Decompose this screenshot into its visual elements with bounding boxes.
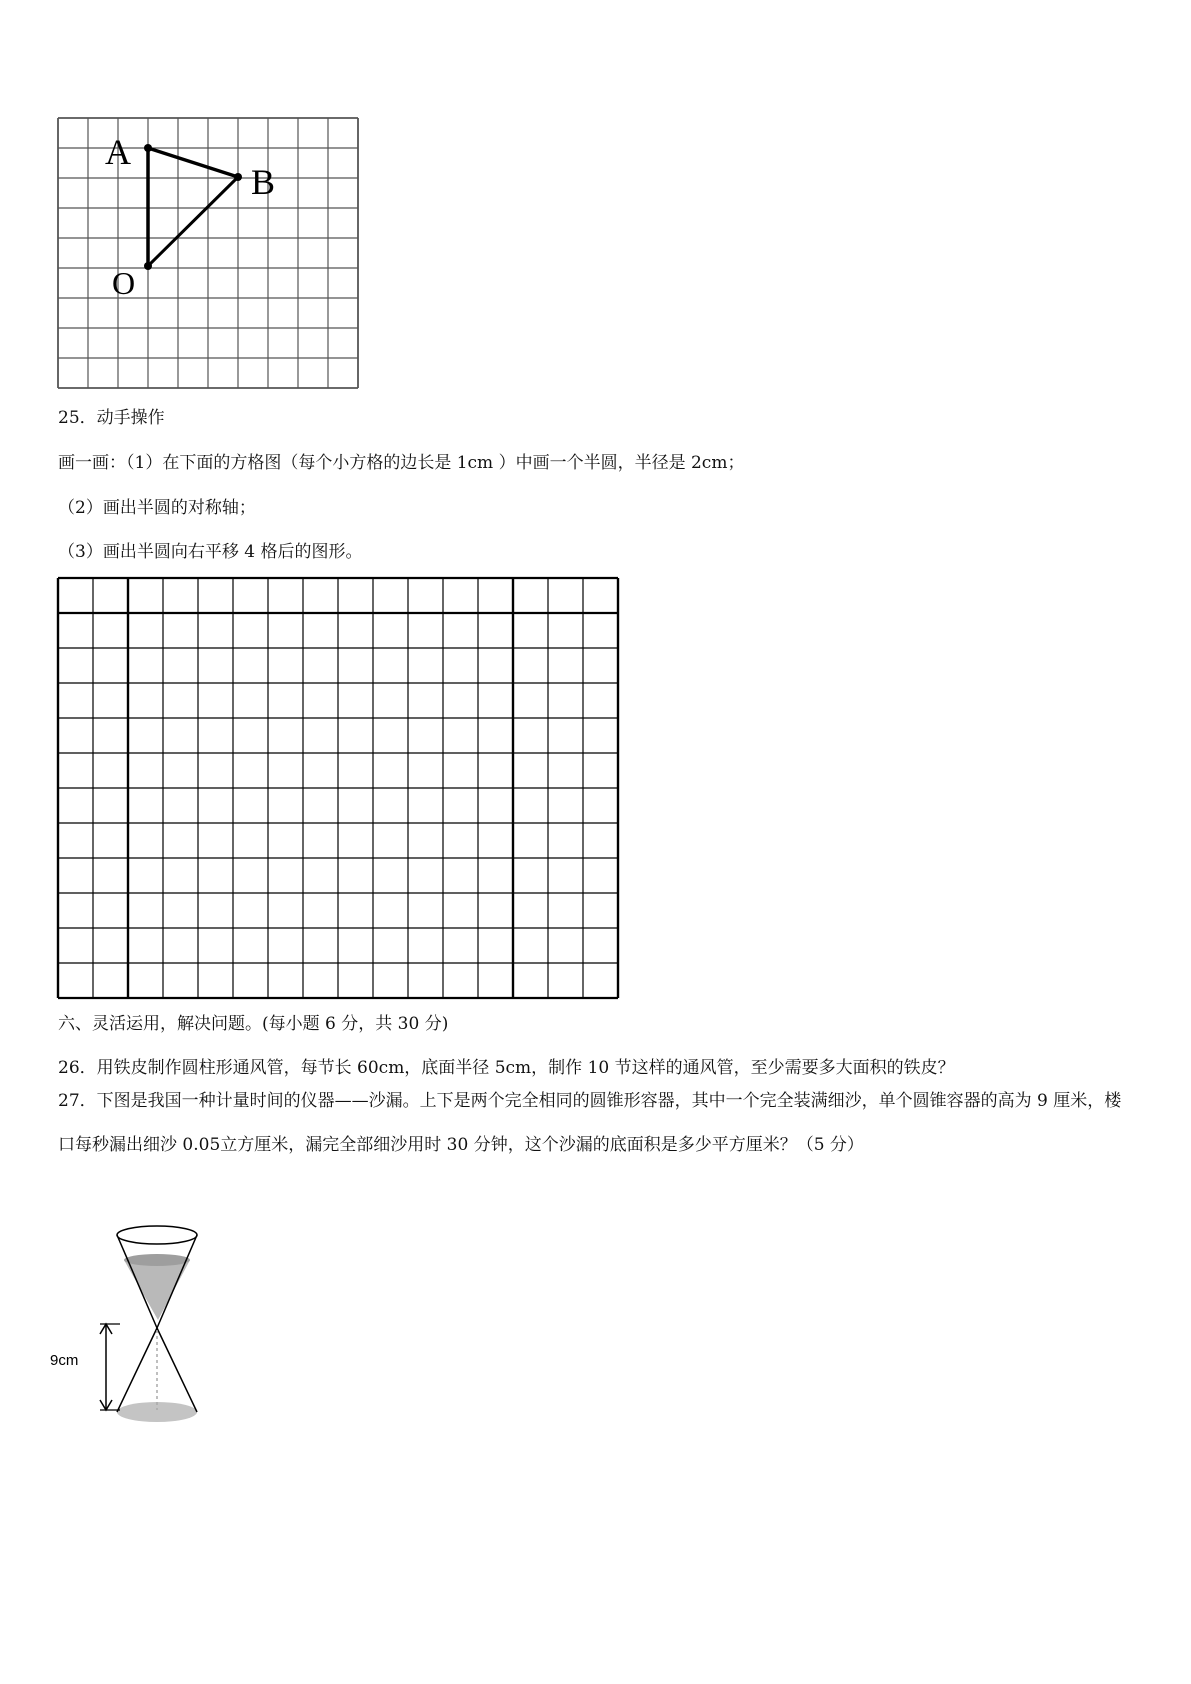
square-grid xyxy=(52,572,632,1012)
segment-ab xyxy=(148,148,238,177)
point-b xyxy=(234,173,242,181)
triangle-grid-figure xyxy=(50,110,370,390)
q25-title: 25．动手操作 xyxy=(58,408,165,428)
label-b: B xyxy=(251,162,276,202)
sand-surface xyxy=(124,1254,190,1266)
top-sand xyxy=(124,1260,190,1320)
point-o xyxy=(144,262,152,270)
q25-line2: （2）画出半圆的对称轴； xyxy=(58,498,256,518)
point-a xyxy=(144,144,152,152)
height-label: 9cm xyxy=(50,1352,79,1369)
top-rim xyxy=(117,1226,197,1244)
label-o: O xyxy=(112,265,136,301)
segment-ob xyxy=(148,177,238,266)
q26-text: 26．用铁皮制作圆柱形通风管，每节长 60cm，底面半径 5cm，制作 10 节这样的通风管，至少需要多大面积的铁皮？ xyxy=(58,1058,955,1078)
q25-line3: （3）画出半圆向右平移 4 格后的图形。 xyxy=(58,542,363,562)
q25-line1: 画一画：（1）在下面的方格图（每个小方格的边长是 1cm ）中画一个半圆，半径是 2cm； xyxy=(58,453,745,473)
label-a: A xyxy=(105,132,131,172)
section-six-title: 六、灵活运用，解决问题。(每小题 6 分，共 30 分) xyxy=(58,1014,449,1034)
hourglass-figure xyxy=(50,1220,230,1430)
q27-text: 27．下图是我国一种计量时间的仪器——沙漏。上下是两个完全相同的圆锥形容器，其中一个完全装满细沙，单个圆锥容器的高为 9 厘米，楼口每秒漏出细沙 0.05立方厘米，漏完全部细沙用时 30 分钟，这个沙漏的底面积是多少平方厘米？（5 分） xyxy=(58,1091,1122,1155)
